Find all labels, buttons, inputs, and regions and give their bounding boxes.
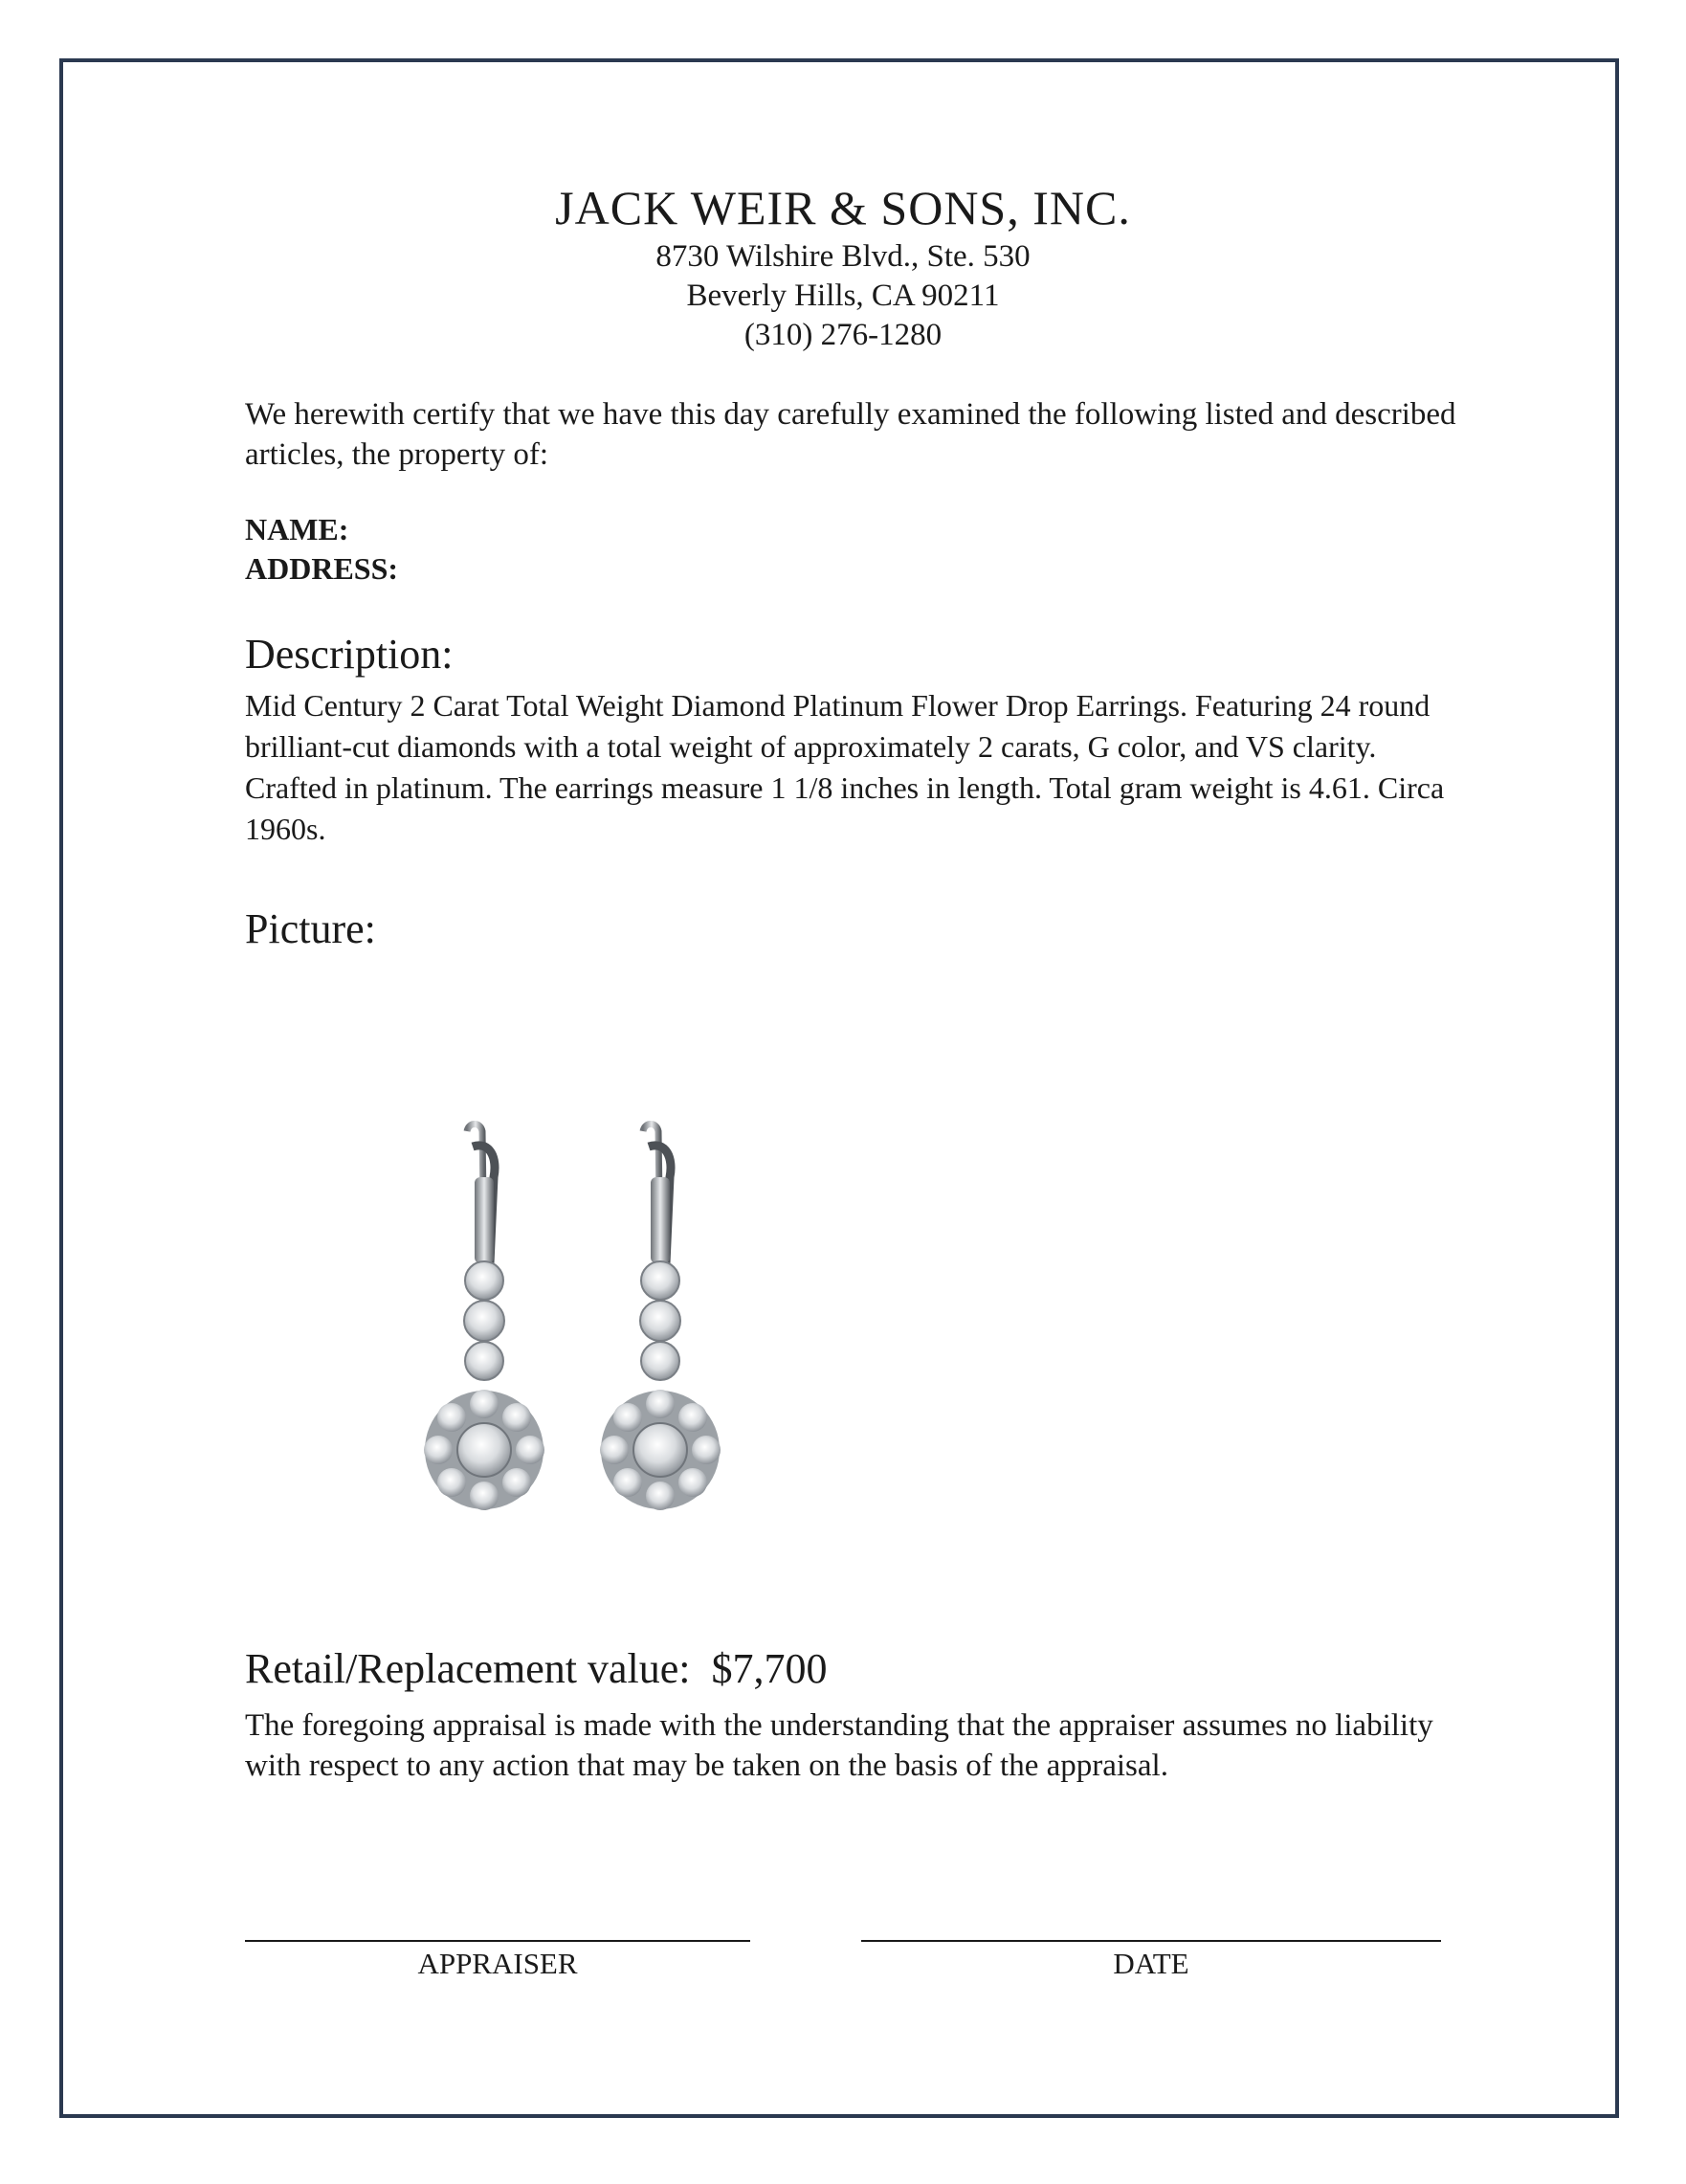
right-earring [600,1125,721,1511]
appraiser-label: APPRAISER [417,1947,578,1980]
liability-disclaimer: The foregoing appraisal is made with the understanding that the appraiser assumes no liability with respect to any action that may be taken on the basis of the appraisal. [245,1708,1433,1783]
company-street-address: 8730 Wilshire Blvd., Ste. 530 [655,239,1031,274]
name-label: NAME: [245,512,349,546]
company-phone: (310) 276-1280 [743,318,943,352]
date-label: DATE [1113,1947,1189,1980]
address-label: ADDRESS: [245,551,399,586]
company-city-state: Beverly Hills, CA 90211 [686,279,1000,313]
retail-value-amount: $7,700 [711,1645,828,1692]
retail-value-label: Retail/Replacement value: [245,1645,691,1692]
certification-statement: We herewith certify that we have this day carefully examined the following listed and described articles, the property of: [245,397,1456,472]
description-heading: Description: [245,631,454,678]
retail-value [245,1644,1460,1693]
left-earring [424,1125,544,1511]
description-text: Mid Century 2 Carat Total Weight Diamond Platinum Flower Drop Earrings. Featuring 24 round brilliant-cut diamonds with a total weight of approximately 2 carats, G color, and VS clarity. Crafted in platinum. The earrings measure 1 1/8 inches in length. Total gram weight is 4.61. Circa 1960s. [245,688,1445,846]
earrings-photo [402,1120,746,1550]
company-name: JACK WEIR & SONS, INC. [555,181,1131,234]
date-signature-line [861,1940,1441,1942]
document-border [59,58,1619,2118]
picture-heading: Picture: [245,905,376,952]
appraiser-signature-line [245,1940,750,1942]
